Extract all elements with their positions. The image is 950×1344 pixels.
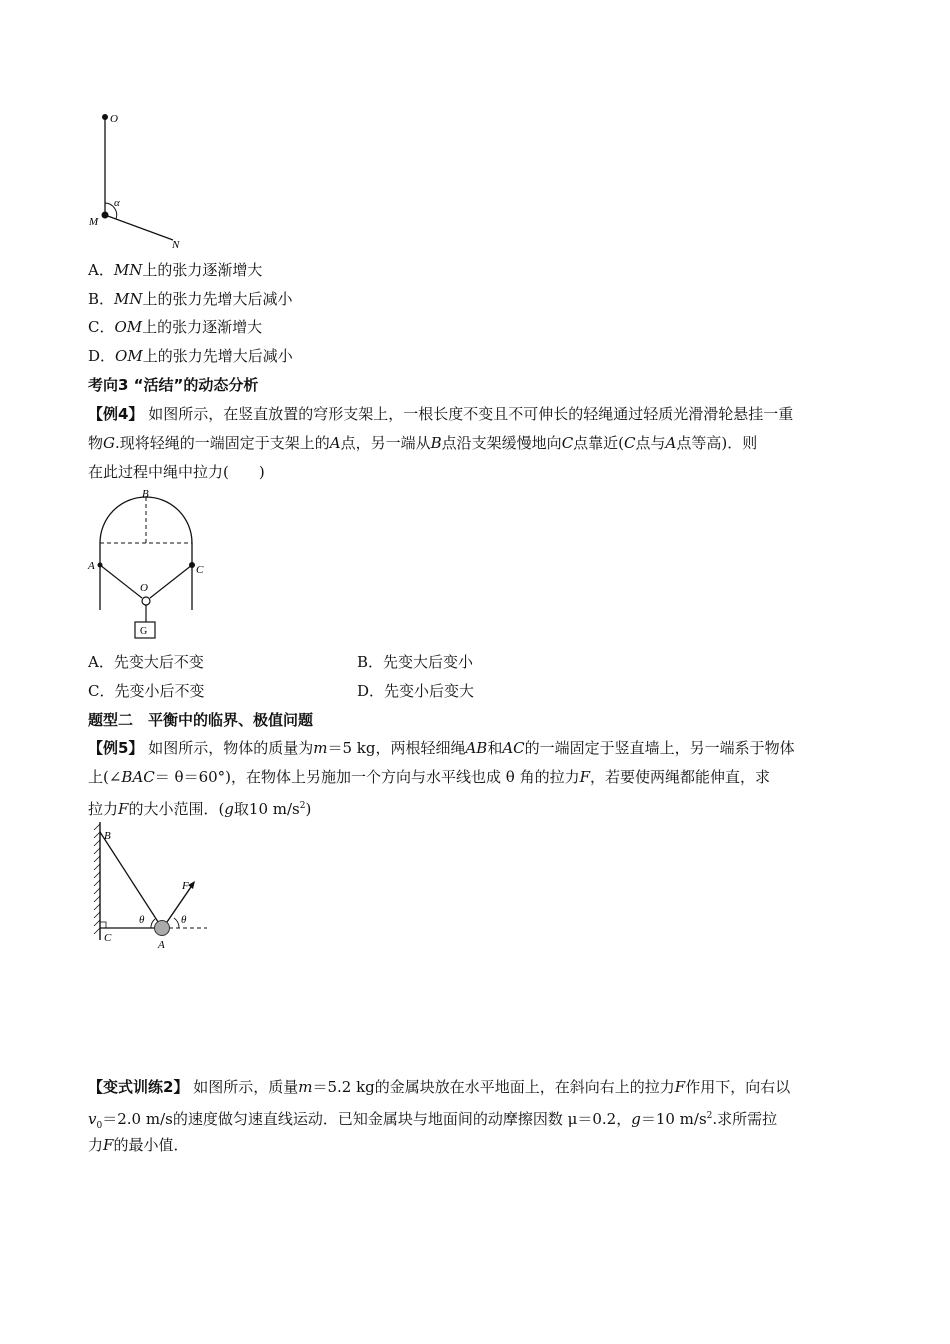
example4-line3: 在此过程中绳中拉力( ) (88, 463, 265, 481)
figure-om-mn (80, 105, 200, 255)
figure-dome-support (80, 485, 220, 645)
label-g: G (140, 626, 148, 637)
option-d: D．OM上的张力先增大后减小 (88, 347, 293, 365)
example5-line2: 上(∠BAC＝ θ＝60°)，在物体上另施加一个方向与水平线也成 θ 角的拉力F，若要使两绳都能伸直，求 (88, 768, 771, 786)
example4-option-b: B．先变大后变小 (357, 653, 474, 671)
right-angle-mark (100, 922, 106, 928)
example4-option-d: D．先变小后变大 (357, 682, 475, 700)
label-o: O (140, 582, 148, 594)
rope-ab (100, 832, 162, 928)
rope-left (100, 565, 142, 598)
pulley (142, 597, 150, 605)
label-f: F (182, 880, 189, 892)
option-b: B．MN上的张力先增大后减小 (88, 290, 293, 308)
object-a (155, 921, 170, 936)
label-m: M (89, 216, 99, 228)
variant2-line2: $v_0=2.0$ m/s的速度做匀速直线运动．已知金属块与地面间的动摩擦因数 μ＝0.2，g＝10 $m/s^2$.求所需拉 (88, 1110, 778, 1131)
label-a: A (158, 939, 165, 951)
variant2-line3: 力F的最小值． (88, 1136, 189, 1154)
section-heading-3: 考向3 “活结”的动态分析 (88, 376, 259, 394)
variant2-tag: 【变式训练2】 (88, 1078, 189, 1096)
label-theta-right: θ (181, 914, 187, 926)
point-c (189, 562, 195, 568)
example5-line3: 拉力F的大小范围．(g取10 $m/s^2$) (88, 800, 312, 818)
figure-wall-ropes (85, 822, 220, 954)
example4-option-c: C．先变小后不变 (88, 682, 205, 700)
label-n: N (172, 239, 180, 251)
rope-mn (105, 215, 173, 240)
label-b: B (142, 488, 149, 500)
type2-heading: 题型二 平衡中的临界、极值问题 (88, 711, 314, 729)
example4-line1: 【例4】 如图所示，在竖直放置的穹形支架上，一根长度不变且不可伸长的轻绳通过轻质光滑滑轮悬挂一重 (88, 405, 794, 423)
rope-right (150, 565, 192, 598)
option-c: C．OM上的张力逐渐增大 (88, 318, 263, 336)
label-alpha: α (114, 197, 120, 209)
example4-line2: 物G.现将轻绳的一端固定于支架上的A点，另一端从B点沿支架缓慢地向C点靠近(C点与A点等高)．则 (88, 434, 758, 452)
variant2-line1: 【变式训练2】 如图所示，质量m＝5.2 kg的金属块放在水平地面上，在斜向右上的拉力F作用下，向右以 (88, 1078, 791, 1096)
example5-line1: 【例5】 如图所示，物体的质量为m＝5 kg，两根轻细绳AB和AC的一端固定于竖直墙上，另一端系于物体 (88, 739, 795, 757)
label-c: C (196, 564, 204, 576)
label-c: C (104, 932, 112, 944)
force-f (167, 884, 193, 922)
label-b: B (104, 830, 111, 842)
label-a: A (88, 560, 95, 572)
option-a: A．MN上的张力逐渐增大 (88, 261, 263, 279)
example5-tag: 【例5】 (88, 739, 144, 757)
point-a (98, 563, 103, 568)
force-f-arrowhead (188, 881, 195, 889)
wall-hatch (94, 824, 100, 934)
label-o: O (110, 113, 118, 125)
label-theta-left: θ (139, 914, 145, 926)
angle-theta-right (174, 918, 179, 928)
example4-option-a: A．先变大后不变 (88, 653, 204, 671)
example4-tag: 【例4】 (88, 405, 144, 423)
point-m (102, 212, 109, 219)
